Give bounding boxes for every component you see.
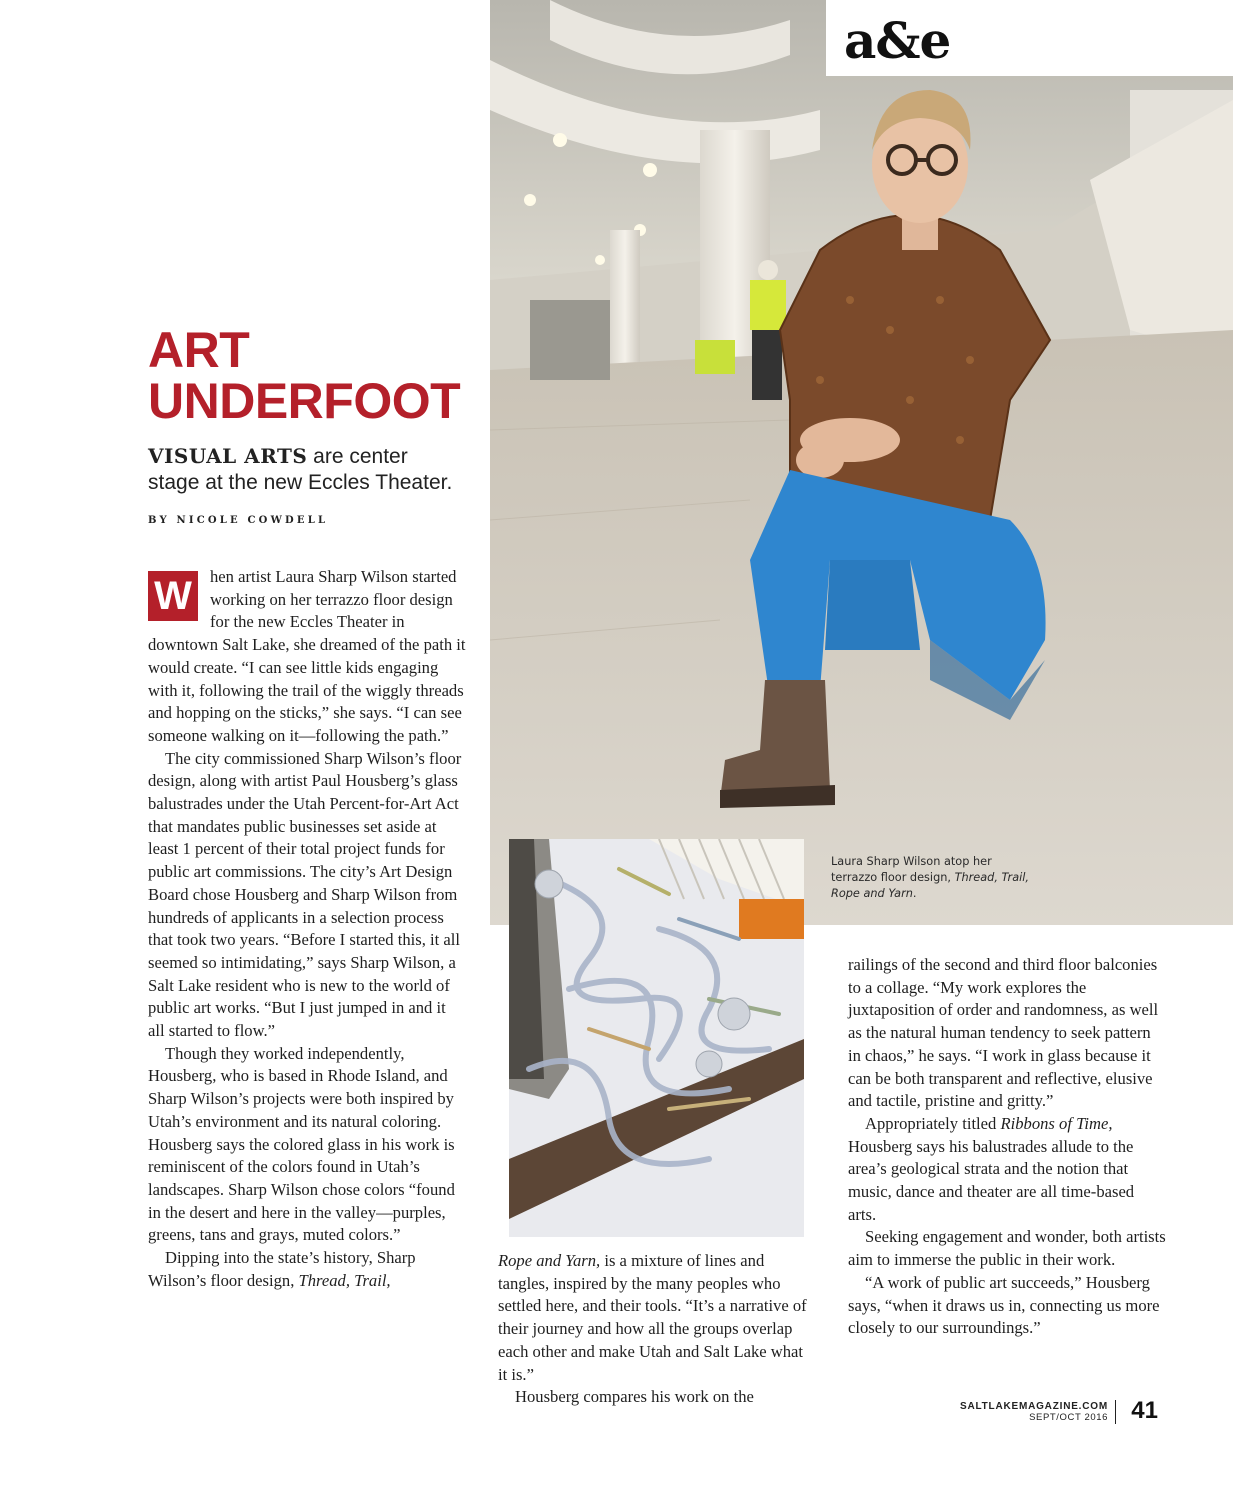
paragraph	[498, 1250, 816, 1386]
headline	[148, 322, 488, 429]
caption-end: .	[912, 887, 917, 900]
body-column-1	[148, 566, 466, 1293]
paragraph-text: is a mixture of lines and tangles, inspired by the many peoples who settled here, and their tools. “It’s a narrative of their journey and how all the groups overlap each other and make Utah and Salt Lake what it is.”	[498, 1251, 807, 1384]
page-folio	[959, 1397, 1160, 1428]
headline-line1: ART	[148, 322, 250, 378]
caption-artwork-title: Thread, Trail, Rope and Yarn	[831, 871, 1029, 900]
artwork-title: Thread, Trail,	[298, 1270, 391, 1290]
paragraph: Though they worked independently, Housberg, who is based in Rhode Island, and Sharp Wilson’s projects were both inspired by Utah’s environment and its natural coloring. Housberg says the colored glass in his work is reminiscent of the colors found in Utah’s landscapes. Sharp Wilson chose colors “found in the desert and here in the valley—purples, greens, tans and grays, muted colors.”	[148, 1043, 455, 1245]
paragraph: “A work of public art succeeds,” Housberg says, “when it draws us in, connecting us more closely to our surroundings.”	[848, 1272, 1160, 1338]
page-number: 41	[1131, 1397, 1158, 1424]
paragraph	[148, 566, 466, 748]
paragraph	[848, 1113, 1166, 1227]
paragraph: Seeking engagement and wonder, both artists aim to immerse the public in their work.	[848, 1227, 1166, 1270]
deck-kicker: VISUAL ARTS	[148, 444, 308, 468]
photo-caption	[831, 854, 1041, 902]
paragraph-text: Dipping into the state’s history, Sharp Wilson’s floor design,	[148, 1248, 416, 1290]
paragraph: Housberg compares his work on the	[515, 1387, 754, 1407]
deck-rest-line1: are center	[307, 445, 408, 468]
paragraph-text: Housberg says his balustrades allude to the area’s geological strata and the notion that music, dance and theater are all time-based arts.	[848, 1136, 1135, 1224]
folio-divider	[1115, 1400, 1116, 1424]
paragraph: The city commissioned Sharp Wilson’s floor design, along with artist Paul Housberg’s glass balustrades under the Utah Percent-for-Art Act that mandates public businesses set aside at least 1 percent of their total project funds for public art commissions. The city’s Art Design Board chose Housberg and Sharp Wilson from hundreds of applicants in a selection process that took two years. “Before I started this, it all seemed so intimidating,” says Sharp Wilson, a Salt Lake resident who is new to the world of public art works. “But I just jumped in and it all started to flow.”	[148, 748, 462, 1041]
folio-issue-date: SEPT/OCT 2016	[1029, 1412, 1108, 1423]
folio-website: SALTLAKEMAGAZINE.COM	[959, 1401, 1108, 1412]
body-column-3	[848, 954, 1166, 1340]
artwork-title: Rope and Yarn,	[498, 1251, 601, 1270]
caption-text: Laura Sharp Wilson atop her terrazzo floor design,	[831, 855, 992, 884]
paragraph-text: hen artist Laura Sharp Wilson started working on her terrazzo floor design for the new Eccles Theater in downtown Salt Lake, she dreamed of the path it would create. “I can see little kids engaging with it, following the trail of the wiggly threads and hopping on the sticks,” she says. “I can see someone walking on it—following the path.”	[148, 567, 466, 745]
paragraph-text: Appropriately titled	[865, 1113, 1001, 1133]
dropcap: W	[148, 571, 198, 621]
byline: BY NICOLE COWDELL	[148, 515, 329, 526]
paragraph: railings of the second and third floor balconies to a collage. “My work explores the juxtaposition of order and randomness, as well as the natural human tendency to seek pattern in chaos,” he says. “I work in glass because it can be both transparent and reflective, elusive and tactile, pristine and gritty.”	[848, 955, 1159, 1111]
body-column-2	[498, 1250, 816, 1409]
deck-line2: stage at the new Eccles Theater.	[148, 471, 453, 494]
headline-line2: UNDERFOOT	[148, 373, 461, 429]
section-tag	[826, 0, 1233, 76]
deck	[148, 443, 483, 496]
hero-photo	[490, 0, 1233, 925]
paragraph	[148, 1247, 466, 1292]
artwork-title: Ribbons of Time,	[1000, 1113, 1113, 1133]
section-tag-label: a&e	[844, 11, 951, 70]
inset-photo	[509, 839, 804, 1237]
